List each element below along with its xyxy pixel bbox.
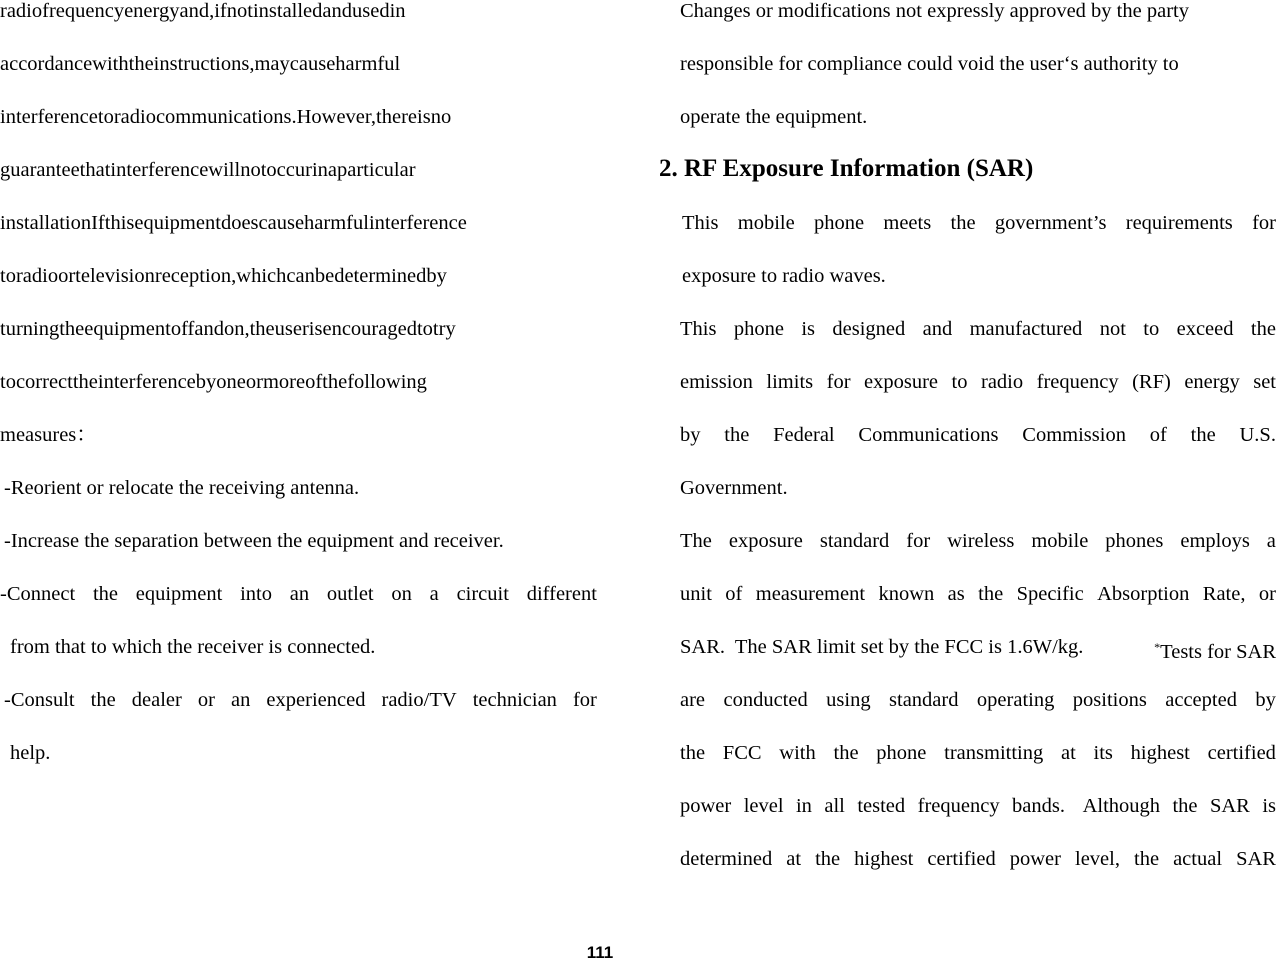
word: certified — [1207, 742, 1276, 764]
word: with — [779, 742, 816, 764]
page-number: 111 — [586, 943, 614, 962]
word: determined — [680, 848, 773, 870]
compliance-notice-line-3: operate the equipment. — [680, 106, 868, 128]
word: radio — [0, 0, 43, 22]
sar-standard-line-2 — [680, 583, 1276, 636]
word: installation — [0, 212, 92, 234]
word: interference — [368, 212, 467, 234]
word: frequency — [42, 0, 125, 22]
fcc-paragraph-line-6 — [0, 265, 447, 318]
word: by — [195, 371, 217, 393]
word: to — [1143, 318, 1160, 340]
word: technician — [472, 689, 557, 711]
word: power — [1009, 848, 1061, 870]
word: or — [245, 371, 263, 393]
word: standard — [819, 530, 890, 552]
word: government’s — [994, 212, 1107, 234]
sar-limit-text: SAR. The SAR limit set by the FCC is 1.6W/kg. — [680, 636, 1084, 658]
word: accepted — [1165, 689, 1237, 711]
word: SAR — [1236, 848, 1276, 870]
word: an — [289, 583, 310, 605]
sar-tests-text — [1148, 636, 1276, 689]
word: by — [426, 265, 447, 287]
word: will — [208, 159, 241, 181]
word: mobile — [1031, 530, 1089, 552]
word: radio — [113, 106, 156, 128]
word: the — [833, 742, 859, 764]
word: known — [878, 583, 935, 605]
word: Rate, — [1202, 583, 1246, 605]
word: one — [216, 371, 246, 393]
section-heading-rf-exposure: 2. RF Exposure Information (SAR) — [659, 155, 1034, 182]
word: level — [743, 795, 784, 817]
word: that — [79, 159, 111, 181]
word: Communications — [858, 424, 999, 446]
word: for — [572, 689, 597, 711]
word: the — [815, 848, 841, 870]
word: requirements — [1125, 212, 1233, 234]
word: reception, — [154, 265, 237, 287]
word: Although — [1082, 795, 1161, 817]
word: tested — [857, 795, 906, 817]
word: the — [1134, 848, 1160, 870]
word: power — [680, 795, 732, 817]
word: phone — [733, 318, 784, 340]
word: the — [249, 318, 275, 340]
word: exposure — [728, 530, 803, 552]
word: is — [308, 318, 323, 340]
word: does — [220, 212, 259, 234]
word: a — [1266, 530, 1276, 552]
emission-limits-line-1 — [680, 318, 1276, 371]
word: in — [311, 159, 328, 181]
word: a — [429, 583, 439, 605]
fcc-paragraph-line-5 — [0, 212, 467, 265]
word: for — [906, 530, 931, 552]
word: may — [254, 53, 290, 75]
word: the — [128, 53, 154, 75]
word: radio — [15, 265, 59, 287]
word: positions — [1072, 689, 1147, 711]
word: Specific — [1016, 583, 1084, 605]
word: to — [97, 106, 114, 128]
sar-standard-line-7 — [680, 848, 1276, 901]
word: to — [416, 318, 433, 340]
word: of — [305, 371, 323, 393]
compliance-notice-line-2: responsible for compliance could void the user‘s authority to — [680, 53, 1179, 75]
sar-requirements-line-1 — [682, 212, 1276, 265]
word: bands. — [1012, 795, 1071, 817]
word: energy — [1184, 371, 1240, 393]
word: Absorption — [1097, 583, 1190, 605]
word: an — [231, 689, 251, 711]
word: equipment — [135, 583, 223, 605]
fcc-paragraph-line-3 — [0, 106, 451, 159]
measure-consult-continued: help. — [10, 742, 51, 764]
word: radio/TV — [381, 689, 457, 711]
fcc-paragraph-line-4 — [0, 159, 416, 212]
word: FCC — [722, 742, 762, 764]
word: U.S. — [1239, 424, 1276, 446]
word: on, — [223, 318, 250, 340]
word: unit — [680, 583, 712, 605]
word: used — [352, 0, 390, 22]
word: equipment — [134, 212, 221, 234]
word: frequency — [917, 795, 1000, 817]
word: which — [236, 265, 287, 287]
word: wireless — [947, 530, 1015, 552]
word: (RF) — [1132, 371, 1171, 393]
footnote-asterisk: * — [1154, 640, 1161, 654]
word: manufactured — [969, 318, 1083, 340]
word: more — [262, 371, 306, 393]
word: as — [947, 583, 965, 605]
word: or — [1258, 583, 1276, 605]
word: using — [826, 689, 871, 711]
word: operating — [976, 689, 1055, 711]
word: its — [1093, 742, 1113, 764]
word: the — [72, 371, 98, 393]
word: communications. — [155, 106, 297, 128]
fcc-paragraph-line-1 — [0, 0, 406, 53]
word: highest — [1130, 742, 1190, 764]
measure-outlet — [0, 583, 597, 636]
word: Federal — [773, 424, 835, 446]
word: on — [391, 583, 412, 605]
sar-standard-line-5 — [680, 742, 1276, 795]
word: exceed — [1176, 318, 1234, 340]
word: be — [314, 265, 335, 287]
word: encouraged — [322, 318, 417, 340]
word: and — [922, 318, 953, 340]
word: the — [950, 212, 976, 234]
word: SAR — [1209, 795, 1250, 817]
word: in — [389, 0, 406, 22]
word: interference — [0, 106, 98, 128]
word: the — [724, 424, 750, 446]
word: the — [90, 689, 116, 711]
sar-standard-line-1 — [680, 530, 1276, 583]
word: equipment — [84, 318, 171, 340]
measure-reorient: -Reorient or relocate the receiving antenna. — [4, 477, 360, 499]
word: harmful — [335, 53, 401, 75]
word: to — [951, 371, 968, 393]
word: this — [104, 212, 135, 234]
word: can — [286, 265, 315, 287]
word: installed — [252, 0, 323, 22]
word: standard — [889, 689, 959, 711]
word: there — [376, 106, 418, 128]
word: guarantee — [0, 159, 80, 181]
word: is — [417, 106, 431, 128]
emission-limits-line-3 — [680, 424, 1276, 477]
word: and — [322, 0, 353, 22]
word: interference — [97, 371, 196, 393]
word: This — [682, 212, 719, 234]
word: by — [680, 424, 701, 446]
word: energy — [124, 0, 180, 22]
word: following — [347, 371, 427, 393]
word: is — [1262, 795, 1276, 817]
word: different — [526, 583, 597, 605]
fcc-paragraph-line-2 — [0, 53, 400, 106]
word: measurement — [755, 583, 866, 605]
fcc-paragraph-line-7 — [0, 318, 456, 371]
word: designed — [832, 318, 906, 340]
word: dealer — [131, 689, 182, 711]
word: is — [801, 318, 815, 340]
word: not — [240, 159, 267, 181]
word: meets — [883, 212, 932, 234]
fcc-paragraph-line-8 — [0, 371, 427, 424]
word: cause — [258, 212, 305, 234]
word: exposure — [864, 371, 939, 393]
word: actual — [1173, 848, 1223, 870]
word: to — [0, 371, 16, 393]
word: at — [1060, 742, 1076, 764]
word: Commission — [1022, 424, 1126, 446]
word: or — [197, 689, 215, 711]
word: for — [826, 371, 851, 393]
word: are — [680, 689, 706, 711]
word: and — [194, 318, 224, 340]
word: at — [786, 848, 802, 870]
word: radio — [981, 371, 1024, 393]
word: and, — [179, 0, 215, 22]
word: or — [58, 265, 76, 287]
word: phone — [813, 212, 865, 234]
word: the — [322, 371, 348, 393]
word: the — [1190, 424, 1216, 446]
word: outlet — [326, 583, 374, 605]
word: off — [170, 318, 195, 340]
word: user — [274, 318, 309, 340]
word: The — [680, 530, 712, 552]
sar-requirements-line-2: exposure to radio waves. — [682, 265, 886, 287]
word: employs — [1180, 530, 1250, 552]
word: of — [1149, 424, 1167, 446]
word: determined — [334, 265, 427, 287]
word: This — [680, 318, 717, 340]
word: phone — [876, 742, 927, 764]
word: not — [226, 0, 253, 22]
measure-outlet-continued: from that to which the receiver is connected. — [10, 636, 376, 658]
word: television — [75, 265, 155, 287]
fcc-paragraph-line-9: measures： — [0, 424, 97, 446]
word: the — [1250, 318, 1276, 340]
word: mobile — [737, 212, 795, 234]
word: a — [327, 159, 337, 181]
emission-limits-line-4: Government. — [680, 477, 788, 499]
word: for — [1252, 212, 1276, 234]
word: accordance — [0, 53, 93, 75]
word: phones — [1105, 530, 1164, 552]
word: However, — [296, 106, 377, 128]
word: the — [978, 583, 1004, 605]
word: with — [92, 53, 129, 75]
sar-standard-line-3 — [680, 636, 1276, 689]
word: occur — [266, 159, 312, 181]
word: to — [0, 265, 16, 287]
word: of — [725, 583, 743, 605]
sar-standard-line-6 — [680, 795, 1276, 848]
word: into — [240, 583, 272, 605]
measure-consult — [4, 689, 597, 742]
sar-standard-line-4 — [680, 689, 1276, 742]
word: instructions, — [153, 53, 255, 75]
word: conducted — [723, 689, 808, 711]
word: limits — [766, 371, 814, 393]
emission-limits-line-2 — [680, 371, 1276, 424]
word: in — [795, 795, 812, 817]
word: not — [1099, 318, 1126, 340]
word: the — [92, 583, 118, 605]
word: the — [680, 742, 706, 764]
word: certified — [927, 848, 996, 870]
word: if — [214, 0, 227, 22]
word: the — [59, 318, 85, 340]
word: If — [91, 212, 105, 234]
word: -Consult — [4, 689, 75, 711]
word: experienced — [266, 689, 366, 711]
word: circuit — [456, 583, 509, 605]
word: try — [432, 318, 456, 340]
word: frequency — [1036, 371, 1119, 393]
word: all — [824, 795, 845, 817]
word: cause — [289, 53, 336, 75]
word: turning — [0, 318, 60, 340]
word: set — [1253, 371, 1276, 393]
word: -Connect — [0, 583, 76, 605]
compliance-notice-line-1: Changes or modifications not expressly approved by the party — [680, 0, 1189, 22]
sar-tests-label: Tests for SAR — [1160, 641, 1276, 663]
word: emission — [680, 371, 753, 393]
word: level, — [1075, 848, 1120, 870]
word: by — [1255, 689, 1276, 711]
word: correct — [15, 371, 73, 393]
word: no — [430, 106, 452, 128]
measure-separation: -Increase the separation between the equipment and receiver. — [4, 530, 504, 552]
word: highest — [854, 848, 914, 870]
word: particular — [337, 159, 416, 181]
word: the — [1172, 795, 1198, 817]
word: harmful — [304, 212, 369, 234]
word: transmitting — [944, 742, 1044, 764]
word: interference — [110, 159, 209, 181]
